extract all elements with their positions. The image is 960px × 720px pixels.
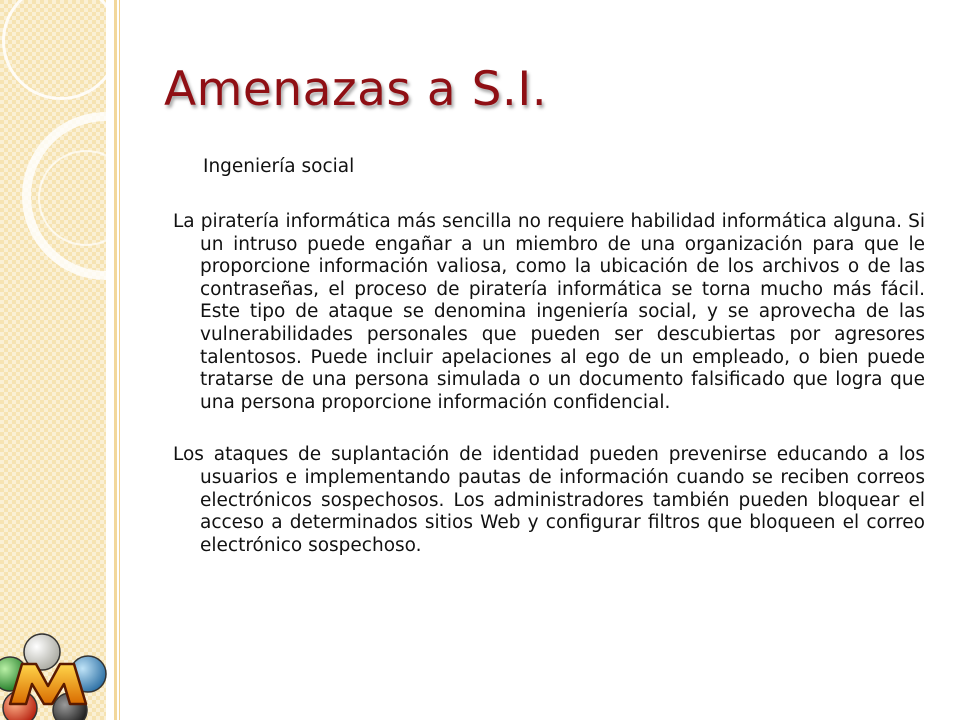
subheading: Ingeniería social (203, 156, 355, 177)
decorative-rule (114, 0, 117, 720)
slide-body (173, 155, 925, 587)
decorative-rule (119, 0, 120, 720)
paragraph-1: La piratería informática más sencilla no requiere habilidad informática alguna. Si un intruso puede engañar a un miembro de una organización para que le proporcione información valiosa, como la ubicación de los archivos o de las contraseñas, el proceso de piratería informática se torna mucho más fácil. Este tipo de ataque se denomina ingeniería social, y se aprovecha de las vulnerabilidades personales que pueden ser descubiertas por agresores talentosos. Puede incluir apelaciones al ego de un empleado, o bien puede tratarse de una persona simulada o un documento falsificado que logra que una persona proporcione información confidencial. (173, 211, 925, 413)
decorative-side-panel (0, 0, 106, 720)
slide-title: Amenazas a S.I. (164, 62, 548, 117)
magic-m-logo-icon (0, 630, 112, 720)
decorative-ring (2, 0, 106, 100)
paragraph-2: Los ataques de suplantación de identidad pueden prevenirse educando a los usuarios e implementando pautas de información cuando se reciben correos electrónicos sospechosos. Los administradores también pueden bloquear el acceso a determinados sitios Web y configurar filtros que bloqueen el correo electrónico sospechoso. (173, 444, 925, 556)
